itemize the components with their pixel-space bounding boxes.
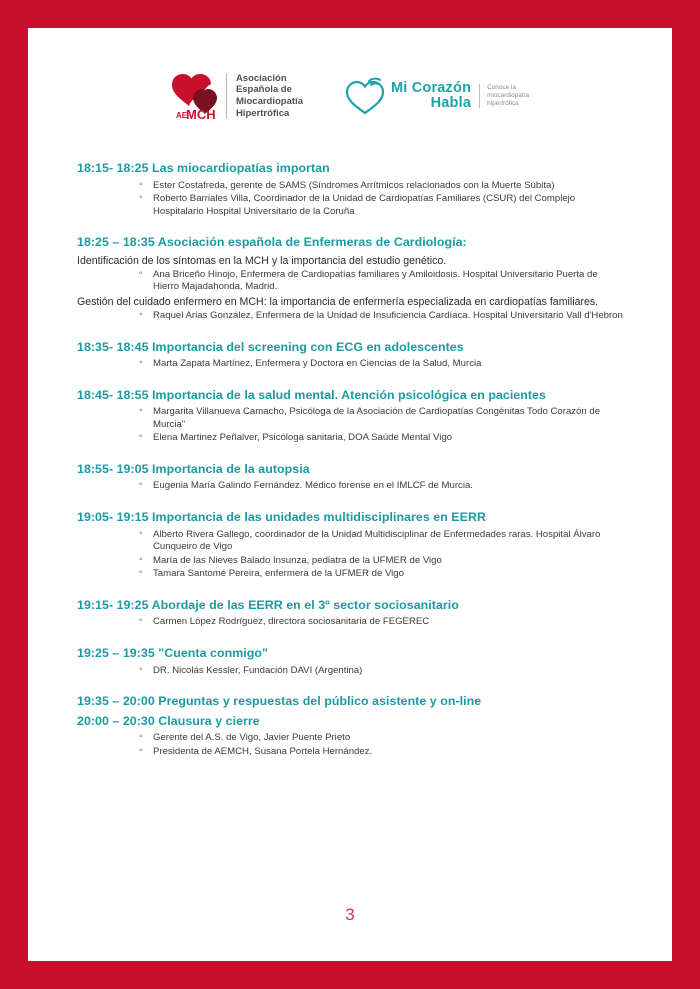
mch-sub-line-1: Conoce la bbox=[487, 83, 516, 91]
speaker-list bbox=[77, 480, 626, 493]
list-item: ◦ Marta Zapata Martínez, Enfermera y Doctora en Ciencias de la Salud, Murcia bbox=[139, 358, 626, 371]
aemch-line-1: Asociación bbox=[235, 72, 287, 84]
agenda-block bbox=[77, 234, 626, 322]
list-item: ◦ Tamara Santomé Pereira, enfermera de la UFMER de Vigo bbox=[139, 568, 626, 581]
mi-corazon-habla-logo bbox=[343, 77, 529, 115]
agenda-block bbox=[77, 693, 626, 758]
heart-icon bbox=[171, 70, 217, 122]
aemch-logo-text bbox=[226, 73, 303, 119]
session-heading: 18:45- 18:55 Importancia de la salud mental. Atención psicológica en pacientes bbox=[77, 387, 546, 402]
session-heading: 19:05- 19:15 Importancia de las unidades multidisciplinares en EERR bbox=[77, 510, 486, 525]
list-item: ◦ Ester Costafreda, gerente de SAMS (Síndromes Arrítmicos relacionados con la Muerte Súbita) bbox=[139, 180, 626, 193]
speech-heart-icon bbox=[343, 77, 383, 115]
aemch-line-4: Hipertrófica bbox=[235, 107, 290, 119]
list-item: ◦ Gerente del A.S. de Vigo, Javier Puente Prieto bbox=[139, 732, 626, 745]
session-heading: 19:15- 19:25 Abordaje de las EERR en el 3º sector sociosanitario bbox=[77, 597, 459, 612]
session-heading-secondary: 20:00 – 20:30 Clausura y cierre bbox=[77, 713, 260, 728]
agenda-block bbox=[77, 160, 626, 218]
list-item: ◦ María de las Nieves Balado Insunza, pediatra de la UFMER de Vigo bbox=[139, 555, 626, 568]
agenda-content bbox=[74, 160, 626, 758]
session-heading: 18:15- 18:25 Las miocardiopatías importan bbox=[77, 161, 330, 175]
speaker-list bbox=[77, 665, 626, 678]
speaker-list bbox=[77, 358, 626, 371]
speaker-list bbox=[77, 616, 626, 629]
mch-title-line-1: Mi Corazón bbox=[390, 80, 472, 96]
mch-sub-line-3: hipertrófica bbox=[487, 100, 519, 108]
session-heading: 18:55- 19:05 Importancia de la autopsia bbox=[77, 461, 310, 476]
list-item: ◦ Ana Briceño Hinojo, Enfermera de Cardiopatías familiares y Amiloidosis. Hospital Universitario Puerta de Hierro Majadahonda, Madrid. bbox=[139, 269, 626, 294]
list-item: ◦ DR. Nicolás Kessler, Fundación DAVI (Argentina) bbox=[139, 665, 626, 678]
document-page bbox=[28, 28, 672, 961]
mch-logo-title bbox=[391, 81, 471, 111]
list-item: ◦ Roberto Barriales Villa, Coordinador de la Unidad de Cardiopatías Familiares (CSUR) del Complejo Hospitalario Hospital Universitario de la Coruña bbox=[139, 193, 626, 218]
speaker-list bbox=[77, 310, 626, 323]
agenda-block bbox=[77, 645, 626, 677]
aemch-line-3: Miocardiopatía bbox=[235, 96, 303, 107]
speaker-list bbox=[77, 732, 626, 758]
agenda-block bbox=[77, 339, 626, 371]
list-item: ◦ Presidenta de AEMCH, Susana Portela Hernández. bbox=[139, 746, 626, 759]
agenda-block bbox=[77, 509, 626, 581]
list-item: ◦ Eugenia María Galindo Fernández. Médico forense en el IMLCF de Murcia. bbox=[139, 480, 626, 493]
agenda-block bbox=[77, 387, 626, 445]
agenda-block bbox=[77, 597, 626, 629]
list-item: ◦ Alberto Rivera Gallego, coordinador de la Unidad Multidisciplinar de Enfermedades raras. Hospital Álvaro Cunqueiro de Vigo bbox=[139, 529, 626, 554]
list-item: ◦ Elena Martinez Peñalver, Psicóloga sanitaria, DOA Saúde Mental Vigo bbox=[139, 432, 626, 445]
agenda-block bbox=[77, 461, 626, 493]
speaker-list bbox=[77, 406, 626, 445]
mch-logo-subtitle bbox=[479, 84, 529, 109]
aemch-line-2: Española de bbox=[235, 84, 292, 96]
speaker-list bbox=[77, 529, 626, 581]
session-heading: 19:35 – 20:00 Preguntas y respuestas del público asistente y on-line bbox=[77, 694, 482, 709]
session-paragraph: Gestión del cuidado enfermero en MCH: la importancia de enfermería especializada en cardiopatías familiares. bbox=[77, 295, 599, 308]
speaker-list bbox=[77, 269, 626, 294]
list-item: ◦ Margarita Villanueva Camacho, Psicóloga de la Asociación de Cardiopatías Congénitas Todo Corazón de Murcia" bbox=[139, 406, 626, 431]
svg-text:AE: AE bbox=[175, 111, 188, 120]
page-number: 3 bbox=[345, 905, 355, 924]
svg-text:MCH: MCH bbox=[185, 107, 216, 122]
session-heading: 19:25 – 19:35 "Cuenta conmigo" bbox=[77, 646, 268, 660]
session-paragraph: Identificación de los síntomas en la MCH y la importancia del estudio genético. bbox=[77, 254, 447, 267]
aemch-logo bbox=[171, 70, 303, 122]
list-item: ◦ Carmen López Rodríguez, directora sociosanitaria de FEGEREC bbox=[139, 616, 626, 629]
session-heading: 18:25 – 18:35 Asociación española de Enfermeras de Cardiología: bbox=[77, 235, 467, 250]
speaker-list bbox=[77, 180, 626, 219]
session-heading: 18:35- 18:45 Importancia del screening con ECG en adolescentes bbox=[77, 339, 464, 354]
mch-sub-line-2: miocardiopatía bbox=[487, 91, 530, 99]
list-item: ◦ Raquel Arias González, Enfermera de la Unidad de Insuficiencia Cardíaca. Hospital Universitario Vall d'Hebron bbox=[139, 310, 626, 323]
header-logos bbox=[74, 70, 626, 122]
mch-title-line-2: Habla bbox=[430, 95, 472, 111]
